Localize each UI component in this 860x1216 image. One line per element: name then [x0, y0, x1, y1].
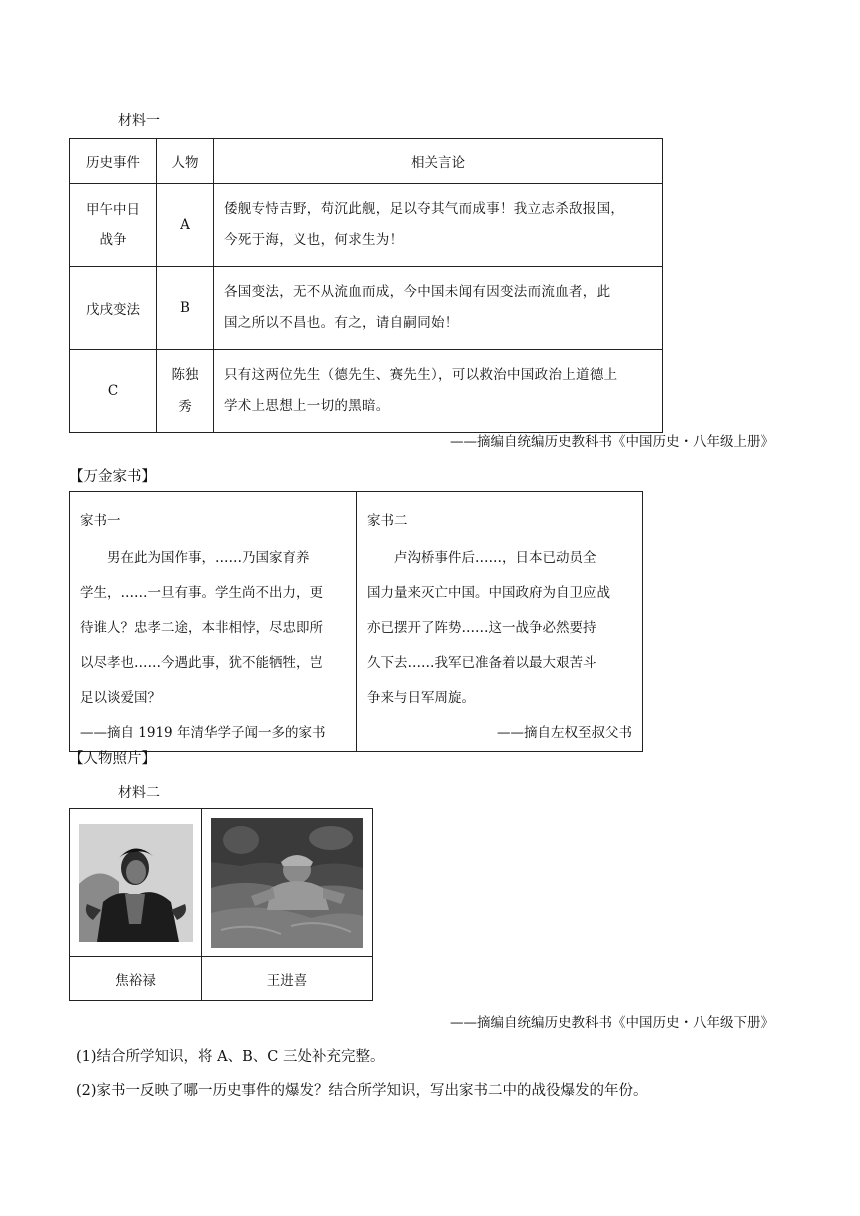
- photo-cell: [70, 809, 202, 957]
- event-cell: 甲午中日 战争: [70, 184, 157, 267]
- person-cell-b: B: [157, 267, 214, 350]
- material-two-label: 材料二: [118, 785, 160, 801]
- table-row: [70, 350, 663, 433]
- table-source: ——摘编自统编历史教科书《中国历史・八年级上册》: [450, 434, 774, 450]
- person-cell-a: A: [157, 184, 214, 267]
- letter-source: ——摘自 1919 年清华学子闻一多的家书: [80, 725, 326, 741]
- speech-cell: 只有这两位先生（德先生、赛先生），可以救治中国政治上道德上 学术上思想上一切的黑暗。: [214, 350, 663, 433]
- header-speech: 相关言论: [214, 139, 663, 184]
- material-one-label: 材料一: [118, 113, 160, 129]
- photo-caption: 焦裕禄: [70, 957, 202, 1001]
- table-row: [70, 184, 663, 267]
- header-person: 人物: [157, 139, 214, 184]
- events-table: [69, 138, 663, 433]
- photos-source: ——摘编自统编历史教科书《中国历史・八年级下册》: [450, 1015, 774, 1031]
- event-cell: 戊戌变法: [70, 267, 157, 350]
- speech-cell: 倭舰专恃吉野，苟沉此舰，足以夺其气而成事！我立志杀敌报国， 今死于海，义也，何求生为！: [214, 184, 663, 267]
- question-1: (1)结合所学知识，将 A、B、C 三处补充完整。: [76, 1049, 385, 1065]
- photo-caption: 王进喜: [202, 957, 373, 1001]
- table-row: [70, 267, 663, 350]
- person-cell: 陈独 秀: [157, 350, 214, 433]
- letters-heading: 【万金家书】: [69, 469, 156, 485]
- speech-cell: 各国变法，无不从流血而成，今中国未闻有因变法而流血者，此 国之所以不昌也。有之，请自嗣同始！: [214, 267, 663, 350]
- letter-one: 家书一 男在此为国作事，……乃国家育养 学生，……一旦有事。学生尚不出力，更 待谁人？忠孝二途，本非相悖，尽忠即所 以尽孝也……今遇此事，犹不能牺牲，岂 足以谈爱国？ ——摘自 1919 年清华学子闻一多的家书: [70, 492, 357, 752]
- photos-table: [69, 808, 373, 1001]
- letter-source: ——摘自左权至叔父书: [497, 725, 632, 741]
- letter-title: 家书二: [367, 513, 408, 529]
- header-event: 历史事件: [70, 139, 157, 184]
- letters-table: [69, 491, 643, 752]
- letter-title: 家书一: [80, 513, 121, 529]
- photos-heading: 【人物照片】: [69, 751, 156, 767]
- question-2: (2)家书一反映了哪一历史事件的爆发？结合所学知识，写出家书二中的战役爆发的年份。: [76, 1083, 648, 1099]
- event-cell-c: C: [70, 350, 157, 433]
- mud-pool-photo-icon: [211, 818, 363, 948]
- portrait-photo-icon: [79, 824, 193, 942]
- photo-cell: [202, 809, 373, 957]
- letter-two: 家书二 卢沟桥事件后……，日本已动员全 国力量来灭亡中国。中国政府为自卫应战 亦已摆开了阵势……这一战争必然要持 久下去……我军已准备着以最大艰苦斗 争来与日军周旋。 ——摘自左权至叔父书: [357, 492, 643, 752]
